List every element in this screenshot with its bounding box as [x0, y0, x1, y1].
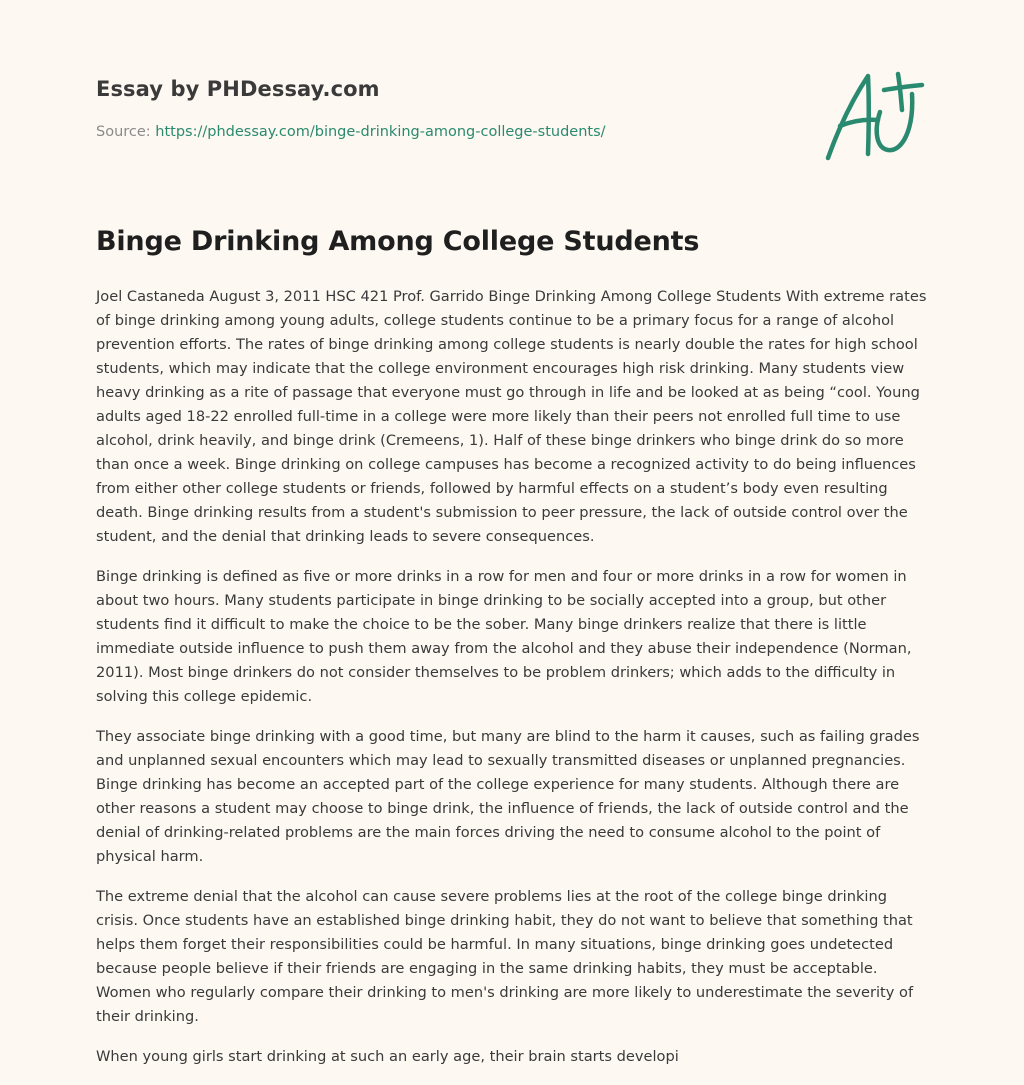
essay-page [96, 0, 932, 1065]
essay-body [96, 285, 932, 1085]
essay-paragraph: Joel Castaneda August 3, 2011 HSC 421 Prof. Garrido Binge Drinking Among College Students With extreme rates of binge drinking among young adults, college students continue to be a primary focus for a range of alcohol prevention efforts. The rates of binge drinking among college students is nearly double the rates for high school students, which may indicate that the college environment encourages high risk drinking. Many students view heavy drinking as a rite of passage that everyone must go through in life and be looked at as being “cool. Young adults aged 18-22 enrolled full-time in a college were more likely than their peers not enrolled full time to use alcohol, drink heavily, and binge drink (Cremeens, 1). Half of these binge drinkers who binge drink do so more than once a week. Binge drinking on college campuses has become a recognized activity to do being influences from either other college students or friends, followed by harmful effects on a student’s body even resulting death. Binge drinking results from a student's submission to peer pressure, the lack of outside control over the student, and the denial that drinking leads to severe consequences. [96, 288, 927, 545]
essay-title: Binge Drinking Among College Students [96, 226, 700, 257]
brand-title: Essay by PHDessay.com [96, 77, 380, 101]
source-link[interactable]: https://phdessay.com/binge-drinking-among-college-students/ [155, 124, 606, 140]
page-header [96, 0, 932, 200]
essay-paragraph: When young girls start drinking at such an early age, their brain starts developi [96, 1048, 679, 1065]
source-label: Source: [96, 124, 156, 140]
essay-paragraph: The extreme denial that the alcohol can cause severe problems lies at the root of the college binge drinking crisis. Once students have an established binge drinking habit, they do not want to believe that something that helps them forget their responsibilities could be harmful. In many situations, binge drinking goes undetected because people believe if their friends are engaging in the same drinking habits, they must be acceptable. Women who regularly compare their drinking to men's drinking are more likely to underestimate the severity of their drinking. [96, 888, 914, 1025]
source-line [96, 124, 606, 140]
essay-paragraph: They associate binge drinking with a good time, but many are blind to the harm it causes, such as failing grades and unplanned sexual encounters which may lead to sexually transmitted diseases or unplanned pregnancies. Binge drinking has become an accepted part of the college experience for many students. Although there are other reasons a student may choose to binge drink, the influence of friends, the lack of outside control and the denial of drinking-related problems are the main forces driving the need to consume alcohol to the point of physical harm. [96, 728, 920, 865]
a-plus-logo-icon [822, 68, 926, 164]
essay-paragraph: Binge drinking is defined as five or more drinks in a row for men and four or more drinks in a row for women in about two hours. Many students participate in binge drinking to be socially accepted into a group, but other students find it difficult to make the choice to be the sober. Many binge drinkers realize that there is little immediate outside influence to push them away from the alcohol and they abuse their independence (Norman, 2011). Most binge drinkers do not consider themselves to be problem drinkers; which adds to the difficulty in solving this college epidemic. [96, 568, 912, 705]
